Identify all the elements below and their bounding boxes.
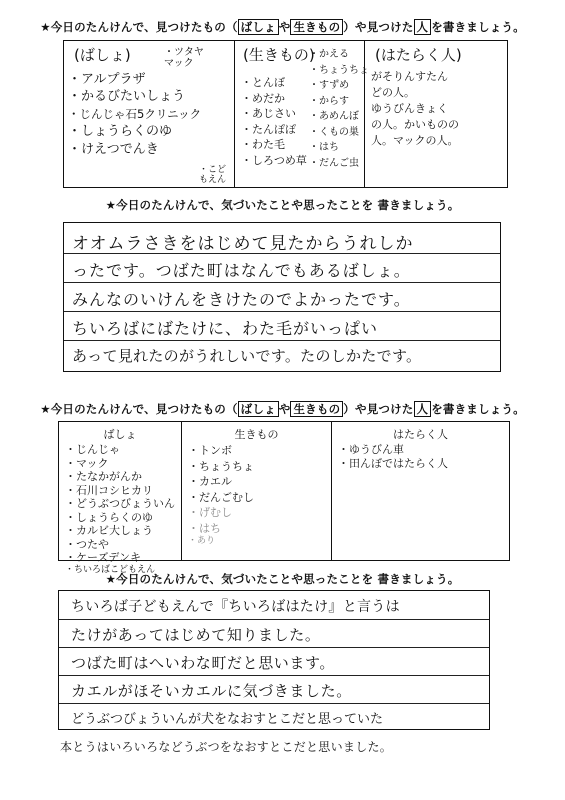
people-title: はたらく人 xyxy=(393,428,448,441)
creatures-column xyxy=(234,41,369,187)
people-list xyxy=(371,69,501,149)
header-text: ）や見つけた xyxy=(343,20,414,34)
essay-line: ったです。つばた町はなんでもあるばしょ。 xyxy=(72,261,411,280)
section3-box xyxy=(58,421,510,575)
essay-line: カエルがほそいカエルに気づきました。 xyxy=(71,682,352,700)
creatures-list-right xyxy=(309,47,369,171)
essay-line: たけがあってはじめて知りました。 xyxy=(71,626,321,644)
header-keyword-person: 人 xyxy=(414,19,432,35)
header-keyword-creature: 生きもの xyxy=(290,401,343,417)
list-item: ・あめんぼ xyxy=(309,111,359,122)
list-item: ・わた毛 xyxy=(241,138,285,151)
list-item: 人。マックの人。 xyxy=(371,133,459,147)
list-item: ・ケーズデンキ xyxy=(65,551,142,564)
ruled-line xyxy=(59,647,489,648)
people-title: (はたらく人) xyxy=(375,46,462,64)
section4-header: ★今日のたんけんで、気づいたことや思ったことを 書きましょう。 xyxy=(105,572,460,586)
list-item: ・あじさい xyxy=(241,107,296,120)
header-text: を書きましょう。 xyxy=(431,20,525,34)
header-text: や xyxy=(278,20,291,34)
header-text: を書きましょう。 xyxy=(431,402,525,416)
list-item: ・だんごむし xyxy=(188,490,254,504)
section1-header xyxy=(0,19,565,35)
creatures-title: (生きもの) xyxy=(243,46,315,64)
list-item: ・マック xyxy=(65,456,109,470)
places-column xyxy=(64,41,234,187)
list-item: ・カルビ大しょう xyxy=(65,524,153,537)
people-column xyxy=(331,422,509,560)
list-item: ・からす xyxy=(309,95,349,107)
list-item: ・じんじゃ石5クリニック xyxy=(68,106,202,121)
ruled-line xyxy=(64,282,500,283)
creatures-column xyxy=(181,422,331,560)
header-keyword-creature: 生きもの xyxy=(290,19,343,35)
header-text: や xyxy=(278,402,291,416)
ruled-line xyxy=(59,703,489,704)
list-item: ・くもの巣 xyxy=(309,126,359,138)
list-item: ・たんぽぽ xyxy=(241,122,296,136)
list-item: ・げむし xyxy=(188,506,232,519)
essay-line: ちいろばにばたけに、わた毛がいっぱい xyxy=(72,319,379,338)
list-item: ・けえつでんき xyxy=(68,141,159,157)
header-text: ★今日のたんけんで、見つけたもの（ xyxy=(40,402,238,416)
list-item: ・ゆうびん車 xyxy=(338,443,404,456)
list-item: どの人。 xyxy=(371,85,415,99)
ruled-line xyxy=(59,675,489,676)
list-item: ・はち xyxy=(309,142,339,153)
essay-footer-line: 本とうはいろいろなどうぶつをなおすとこだと思いました。 xyxy=(60,740,393,754)
list-item: ・アルプラザ xyxy=(68,71,146,87)
places-extra: ・こど もえん xyxy=(199,165,227,185)
essay-line: つばた町はへいわな町だと思います。 xyxy=(71,654,336,672)
section2-header: ★今日のたんけんで、気づいたことや思ったことを 書きましょう。 xyxy=(105,198,460,212)
list-item: ・ちょうちょ xyxy=(188,459,254,473)
list-item: ・かるびたいしょう xyxy=(68,89,186,104)
list-item: ・だんご虫 xyxy=(309,157,359,169)
header-keyword-place: ばしょ xyxy=(238,401,279,417)
essay-line: どうぶつびょういんが犬をなおすとこだと思っていた xyxy=(71,712,384,727)
list-item: ・トンボ xyxy=(188,444,232,457)
list-item: ・しろつめ草 xyxy=(241,153,307,167)
essay-line: あって見れたのがうれしいです。たのしかたです。 xyxy=(72,347,422,365)
people-column xyxy=(364,41,507,187)
list-item: ・めだか xyxy=(241,91,285,105)
list-item: ・しょうらくのゆ xyxy=(65,510,153,524)
list-item: ゆうびんきょく xyxy=(371,101,448,115)
list-item: ・ちいろばこどもえん xyxy=(65,564,156,575)
list-item: ・とんぼ xyxy=(241,76,285,89)
list-item: ・ちょうちょ xyxy=(309,64,369,76)
essay-line: みんなのいけんをきけたのでよかったです。 xyxy=(72,290,411,309)
places-title: ばしょ xyxy=(103,428,137,441)
list-item: ・しょうらくのゆ xyxy=(68,124,173,139)
ruled-line xyxy=(64,311,500,312)
list-item: の人。かいものの xyxy=(371,117,459,131)
list-item: ・じんじゃ xyxy=(65,443,120,456)
essay-line: オオムラさきをはじめて見たからうれしか xyxy=(72,234,414,254)
list-item: ・はち xyxy=(188,521,221,535)
header-text: ★今日のたんけんで、見つけたもの（ xyxy=(40,20,238,34)
header-text: ）や見つけた xyxy=(343,402,414,416)
list-item: ・たなかがんか xyxy=(65,470,142,483)
ruled-line xyxy=(64,340,500,341)
section2-box xyxy=(63,222,501,372)
section4-box xyxy=(58,590,490,730)
section1-box xyxy=(63,40,508,188)
list-item: ・どうぶつびょういん xyxy=(65,497,175,510)
list-item: ・石川コシヒカリ xyxy=(65,483,153,497)
list-item: がそりんすたん xyxy=(371,69,448,83)
list-item: ・すずめ xyxy=(309,80,350,91)
places-title: (ばしょ) xyxy=(74,46,131,64)
places-column xyxy=(59,422,181,575)
places-side-note: ・ツタヤ マック xyxy=(164,47,204,69)
list-item: ・田んぼではたらく人 xyxy=(338,456,448,470)
ruled-line xyxy=(59,619,489,620)
essay-line: ちいろば子どもえんで『ちいろばはたけ』と言うは xyxy=(71,599,400,615)
list-item: ・カエル xyxy=(188,475,232,488)
list-item: ・かえる xyxy=(309,49,349,60)
list-item: ・あり xyxy=(188,536,216,546)
creatures-list-left xyxy=(241,75,307,168)
creatures-title: 生きもの xyxy=(234,428,279,441)
section3-header xyxy=(0,401,565,417)
places-list xyxy=(68,71,230,159)
list-item: ・つたや xyxy=(65,537,109,551)
header-keyword-person: 人 xyxy=(414,401,432,417)
header-keyword-place: ばしょ xyxy=(238,19,279,35)
